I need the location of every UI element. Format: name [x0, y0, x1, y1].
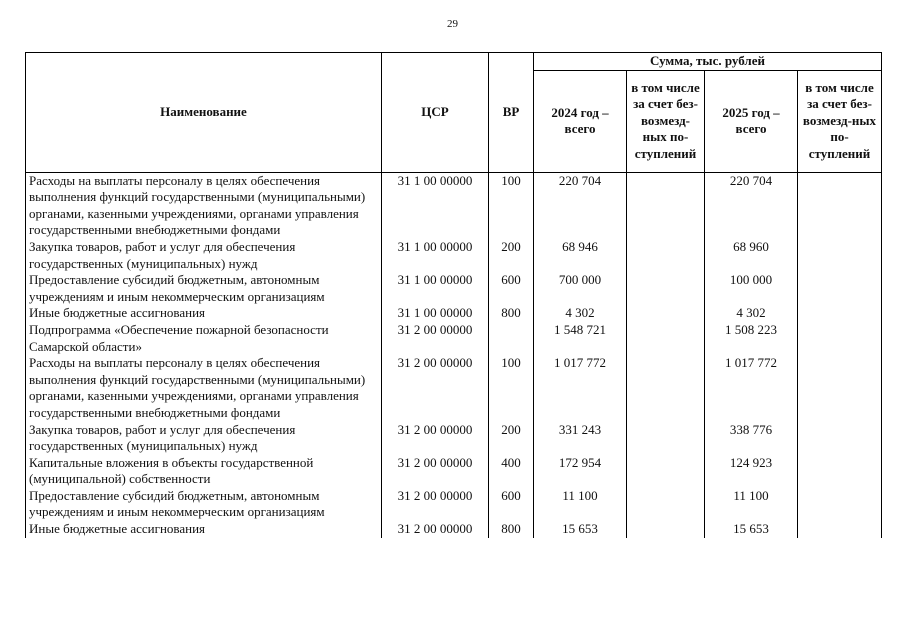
- cell-vr: 800: [489, 521, 534, 538]
- cell-2025-total: 220 704: [705, 172, 798, 239]
- table-row: [26, 355, 882, 421]
- cell-vr: 400: [489, 455, 534, 488]
- table-row: [26, 422, 882, 455]
- cell-2025-incl: [798, 422, 882, 455]
- cell-2024-total: 4 302: [534, 305, 627, 322]
- cell-2024-incl: [627, 172, 705, 239]
- cell-2024-total: 700 000: [534, 272, 627, 305]
- cell-2025-total: 100 000: [705, 272, 798, 305]
- cell-2024-incl: [627, 521, 705, 538]
- table-header: [26, 53, 882, 173]
- cell-2025-total: 68 960: [705, 239, 798, 272]
- cell-2025-total: 124 923: [705, 455, 798, 488]
- cell-name: Закупка товаров, работ и услуг для обеспечения государственных (муниципальных) нужд: [26, 422, 382, 455]
- page-number: 29: [447, 18, 458, 30]
- header-2025-incl: в том числе за счет без-возмезд-ных по-ступлений: [798, 70, 882, 172]
- table-row: [26, 272, 882, 305]
- cell-2025-total: 11 100: [705, 488, 798, 521]
- header-2024-incl: в том числе за счет без-возмезд-ных по-ступлений: [627, 70, 705, 172]
- header-sum-group: Сумма, тыс. рублей: [534, 53, 882, 71]
- table-row: [26, 455, 882, 488]
- cell-vr: 600: [489, 272, 534, 305]
- cell-2025-incl: [798, 272, 882, 305]
- cell-vr: 200: [489, 422, 534, 455]
- cell-2024-total: 220 704: [534, 172, 627, 239]
- cell-2024-total: 15 653: [534, 521, 627, 538]
- cell-vr: [489, 322, 534, 355]
- table-row: [26, 488, 882, 521]
- cell-name: Расходы на выплаты персоналу в целях обеспечения выполнения функций государственными (муниципальными) органами, казенными учреждениями, органами управления государственными внебюджетными фондами: [26, 355, 382, 421]
- cell-2024-incl: [627, 322, 705, 355]
- header-csr: ЦСР: [382, 53, 489, 173]
- cell-2024-incl: [627, 455, 705, 488]
- cell-name: Закупка товаров, работ и услуг для обеспечения государственных (муниципальных) нужд: [26, 239, 382, 272]
- cell-csr: 31 2 00 00000: [382, 455, 489, 488]
- cell-name: Капитальные вложения в объекты государственной (муниципальной) собственности: [26, 455, 382, 488]
- cell-csr: 31 2 00 00000: [382, 322, 489, 355]
- cell-name: Предоставление субсидий бюджетным, автономным учреждениям и иным некоммерческим организациям: [26, 272, 382, 305]
- table-row: [26, 239, 882, 272]
- cell-vr: 100: [489, 172, 534, 239]
- cell-2025-incl: [798, 488, 882, 521]
- cell-2025-incl: [798, 305, 882, 322]
- cell-csr: 31 2 00 00000: [382, 521, 489, 538]
- table-body: [26, 172, 882, 538]
- cell-2025-total: 15 653: [705, 521, 798, 538]
- cell-csr: 31 1 00 00000: [382, 272, 489, 305]
- cell-vr: 100: [489, 355, 534, 421]
- cell-name: Подпрограмма «Обеспечение пожарной безопасности Самарской области»: [26, 322, 382, 355]
- cell-2025-incl: [798, 521, 882, 538]
- table-row: [26, 172, 882, 239]
- header-name: Наименование: [26, 53, 382, 173]
- cell-2025-incl: [798, 355, 882, 421]
- table-row: [26, 322, 882, 355]
- cell-csr: 31 2 00 00000: [382, 355, 489, 421]
- cell-csr: 31 1 00 00000: [382, 172, 489, 239]
- cell-2025-total: 1 508 223: [705, 322, 798, 355]
- cell-2025-incl: [798, 455, 882, 488]
- cell-2024-incl: [627, 239, 705, 272]
- cell-name: Расходы на выплаты персоналу в целях обеспечения выполнения функций государственными (муниципальными) органами, казенными учреждениями, органами управления государственными внебюджетными фондами: [26, 172, 382, 239]
- cell-csr: 31 2 00 00000: [382, 488, 489, 521]
- cell-name: Иные бюджетные ассигнования: [26, 305, 382, 322]
- cell-2024-incl: [627, 488, 705, 521]
- cell-2024-total: 172 954: [534, 455, 627, 488]
- cell-2024-total: 331 243: [534, 422, 627, 455]
- header-2024-total: 2024 год – всего: [534, 70, 627, 172]
- cell-2024-incl: [627, 305, 705, 322]
- cell-2025-incl: [798, 322, 882, 355]
- cell-csr: 31 2 00 00000: [382, 422, 489, 455]
- table-row: [26, 305, 882, 322]
- cell-2024-incl: [627, 355, 705, 421]
- cell-2025-total: 1 017 772: [705, 355, 798, 421]
- budget-table: [25, 52, 882, 538]
- cell-csr: 31 1 00 00000: [382, 305, 489, 322]
- cell-2025-total: 4 302: [705, 305, 798, 322]
- cell-vr: 200: [489, 239, 534, 272]
- cell-name: Предоставление субсидий бюджетным, автономным учреждениям и иным некоммерческим организациям: [26, 488, 382, 521]
- cell-2024-total: 1 548 721: [534, 322, 627, 355]
- cell-2024-incl: [627, 272, 705, 305]
- header-2025-total: 2025 год – всего: [705, 70, 798, 172]
- cell-2025-incl: [798, 239, 882, 272]
- table-row: [26, 521, 882, 538]
- cell-2024-incl: [627, 422, 705, 455]
- cell-vr: 800: [489, 305, 534, 322]
- cell-2025-total: 338 776: [705, 422, 798, 455]
- cell-2024-total: 1 017 772: [534, 355, 627, 421]
- cell-vr: 600: [489, 488, 534, 521]
- cell-2025-incl: [798, 172, 882, 239]
- cell-2024-total: 68 946: [534, 239, 627, 272]
- cell-csr: 31 1 00 00000: [382, 239, 489, 272]
- cell-name: Иные бюджетные ассигнования: [26, 521, 382, 538]
- cell-2024-total: 11 100: [534, 488, 627, 521]
- header-vr: ВР: [489, 53, 534, 173]
